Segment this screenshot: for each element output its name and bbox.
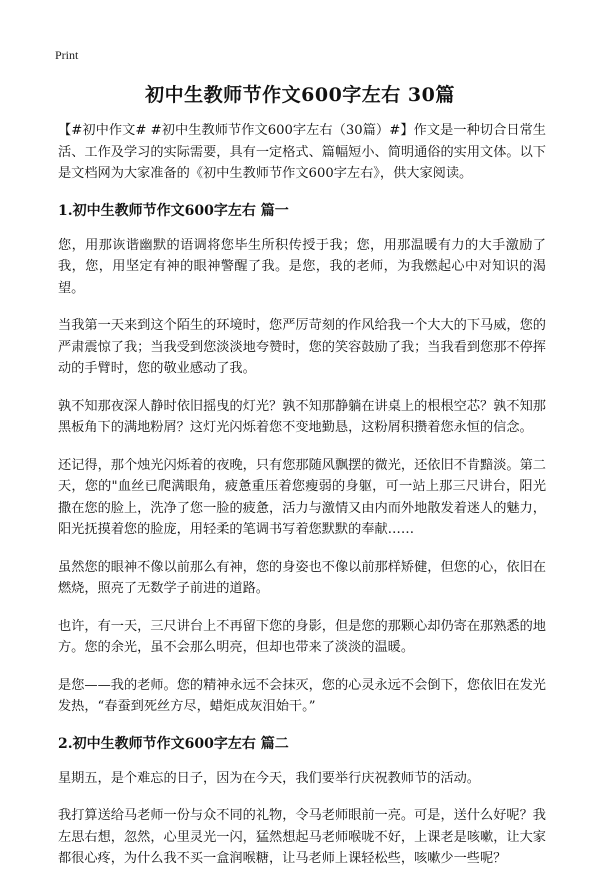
- print-label: Print: [55, 48, 79, 62]
- section-2-paragraph: 我打算送给马老师一份与众不同的礼物，令马老师眼前一亮。可是，送什么好呢？我左思右想，忽然，心里灵光一闪，猛然想起马老师喉咙不好，上课老是咳嗽，让大家都很心疼，为什么我不买一盒润喉糖，让马老师上课轻松些，咳嗽少一些呢？: [58, 808, 546, 866]
- section-1-paragraph: 是您——我的老师。您的精神永远不会抹灭，您的心灵永远不会倒下，您依旧在发光发热，“春蚕到死丝方尽，蜡炬成灰泪始干。”: [58, 677, 546, 714]
- section-1-paragraph: 当我第一天来到这个陌生的环境时，您严厉苛刻的作风给我一个大大的下马威，您的严肃震惊了我；当我受到您淡淡地夸赞时，您的笑容鼓励了我；当我看到您那不停挥动的手臂时，您的敬业感动了我。: [58, 318, 546, 376]
- section-1-heading: 1.初中生教师节作文600字左右 篇一: [58, 202, 289, 219]
- section-1-paragraph: 您，用那诙谐幽默的语调将您毕生所积传授于我；您，用那温暖有力的大手激励了我，您，用坚定有神的眼神警醒了我。是您，我的老师，为我燃起心中对知识的渴望。: [58, 237, 546, 296]
- section-1-paragraph: 还记得，那个烛光闪烁着的夜晚，只有您那随风飘摆的微光，还依旧不肯黯淡。第二天，您的"血丝已爬满眼角，疲惫重压着您瘦弱的身躯，可一站上那三尺讲台，阳光撒在您的脸上，洗净了您一脸的疲惫，活力与激情又由内而外地散发着迷人的魅力，阳光抚摸着您的脸庞，用轻柔的笔调书写着您默默的奉献……: [58, 457, 546, 537]
- page-title: 初中生教师节作文600字左右 30篇: [145, 84, 455, 106]
- intro-paragraph: 【#初中作文# #初中生教师节作文600字左右（30篇）#】作文是一种切合日常生活、工作及学习的实际需要，具有一定格式、篇幅短小、简明通俗的实用文体。以下是文档网为大家准备的《初中生教师节作文600字左右》，供大家阅读。: [58, 123, 546, 181]
- section-2-paragraph: 星期五，是个难忘的日子，因为在今天，我们要举行庆祝教师节的活动。: [58, 770, 480, 786]
- section-1-paragraph: 虽然您的眼神不像以前那么有神，您的身姿也不像以前那样矫健，但您的心，依旧在燃烧，照亮了无数学子前进的道路。: [58, 559, 546, 596]
- section-2-heading: 2.初中生教师节作文600字左右 篇二: [58, 735, 289, 752]
- section-1-paragraph: 孰不知那夜深人静时依旧摇曳的灯光？孰不知那静躺在讲桌上的根根空芯？孰不知那黑板角下的满地粉屑？这灯光闪烁着您不变地勤恳，这粉屑积攒着您永恒的信念。: [58, 398, 546, 435]
- section-1-paragraph: 也许，有一天，三尺讲台上不再留下您的身影，但是您的那颗心却仍寄在那熟悉的地方。您的余光，虽不会那么明亮，但却也带来了淡淡的温暖。: [58, 618, 546, 655]
- article-body: [58, 120, 546, 886]
